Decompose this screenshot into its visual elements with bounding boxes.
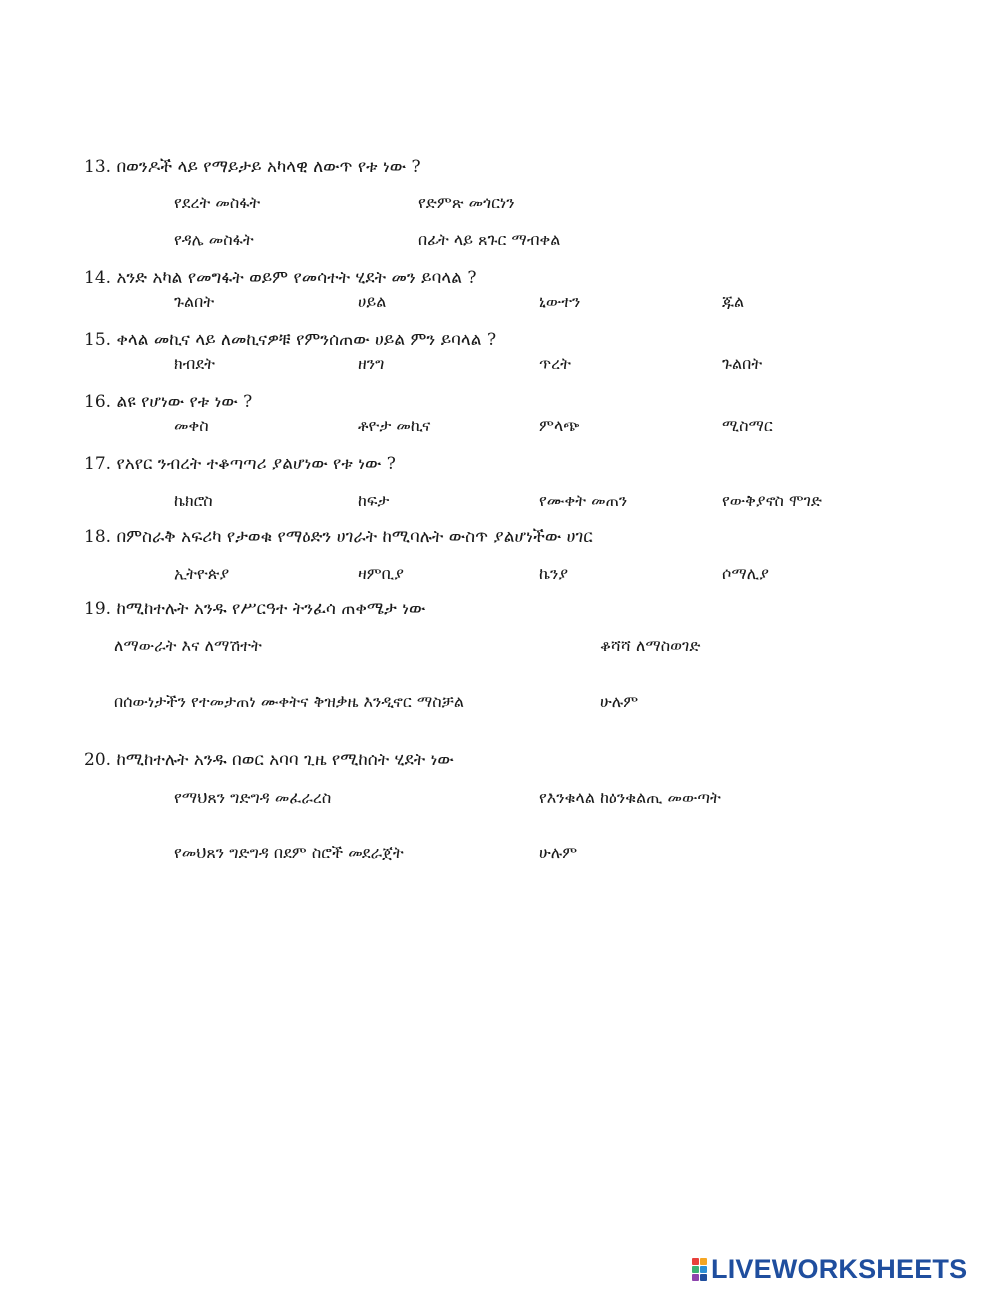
q13-option-d[interactable]: በፊት ላይ ጸጉር ማብቀል <box>418 230 561 249</box>
q19-option-d[interactable]: ሁሉም <box>600 692 639 711</box>
q16-option-c[interactable]: ምላጭ <box>539 416 580 435</box>
q17-option-a[interactable]: ኬክሮስ <box>174 491 213 510</box>
q18-option-b[interactable]: ዛምቢያ <box>358 564 404 583</box>
q19-option-a[interactable]: ለማውራት እና ለማሽተት <box>114 636 262 655</box>
q14-option-d[interactable]: ጁል <box>722 292 745 311</box>
q18-option-c[interactable]: ኬንያ <box>539 564 569 583</box>
q16-option-b[interactable]: ቶዮታ መኪና <box>358 416 431 435</box>
question-17: 17. የአየር ንብረት ተቆጣጣሪ ያልሆነው የቱ ነው ? <box>84 454 396 474</box>
q19-option-b[interactable]: ቆሻሻ ለማስወገድ <box>600 636 701 655</box>
q15-option-b[interactable]: ዘንግ <box>358 354 385 373</box>
q18-option-a[interactable]: ኢትዮጵያ <box>174 564 230 583</box>
q13-option-b[interactable]: የድምጽ መጎርነን <box>418 193 515 212</box>
q20-option-b[interactable]: የእንቁላል ከዕንቁልጢ መውጣት <box>539 788 721 807</box>
q14-option-b[interactable]: ሀይል <box>358 292 387 311</box>
q14-option-a[interactable]: ጉልበት <box>174 292 215 311</box>
liveworksheets-logo-text: LIVEWORKSHEETS <box>711 1254 968 1284</box>
q16-option-a[interactable]: መቀስ <box>174 416 209 435</box>
q13-option-a[interactable]: የደረት መስፋት <box>174 193 261 212</box>
q17-option-d[interactable]: የውቅያኖስ ሞገድ <box>722 491 822 510</box>
liveworksheets-logo <box>692 1256 967 1282</box>
question-18: 18. በምስራቅ አፍሪካ የታወቁ የማዕድን ሀገራት ከሚባሉት ውስጥ ያልሆነችው ሀገር <box>84 527 593 547</box>
liveworksheets-logo-icon <box>692 1258 707 1281</box>
q15-option-a[interactable]: ክብደት <box>174 354 215 373</box>
q15-option-c[interactable]: ጥረት <box>539 354 571 373</box>
q19-option-c[interactable]: በሰውነታችን የተመታጠነ ሙቀትና ቅዝቃዜ እንዲኖር ማስቻል <box>114 692 464 711</box>
q17-option-b[interactable]: ከፍታ <box>358 491 390 510</box>
question-20: 20. ከሚከተሉት አንዱ በወር አባባ ጊዜ የሚከሰት ሂደት ነው <box>84 750 454 770</box>
q15-option-d[interactable]: ጉልበት <box>722 354 763 373</box>
q20-option-c[interactable]: የመህጸን ግድግዳ በደም ስሮች መደራጀት <box>174 843 404 862</box>
q20-option-d[interactable]: ሁሉም <box>539 843 578 862</box>
q14-option-c[interactable]: ኒውተን <box>539 292 581 311</box>
question-16: 16. ልዩ የሆነው የቱ ነው ? <box>84 392 253 412</box>
q13-option-c[interactable]: የዳሌ መስፋት <box>174 230 254 249</box>
question-14: 14. አንድ አካል የመግፋት ወይም የመሳተት ሂደት መን ይባላል ? <box>84 268 477 288</box>
q18-option-d[interactable]: ሶማሊያ <box>722 564 769 583</box>
q20-option-a[interactable]: የማህጸን ግድግዳ መፈራረስ <box>174 788 332 807</box>
question-19: 19. ከሚከተሉት አንዱ የሥርዓተ ትንፈሳ ጠቀሜታ ነው <box>84 599 426 619</box>
question-15: 15. ቀላል መኪና ላይ ለመኪናዎቹ የምንሰጠው ሀይል ምን ይባላል ? <box>84 330 497 350</box>
q16-option-d[interactable]: ሚስማር <box>722 416 773 435</box>
q17-option-c[interactable]: የሙቀት መጠን <box>539 491 628 510</box>
question-13: 13. በወንዶች ላይ የማይታይ አካላዊ ለውጥ የቱ ነው ? <box>84 157 421 177</box>
